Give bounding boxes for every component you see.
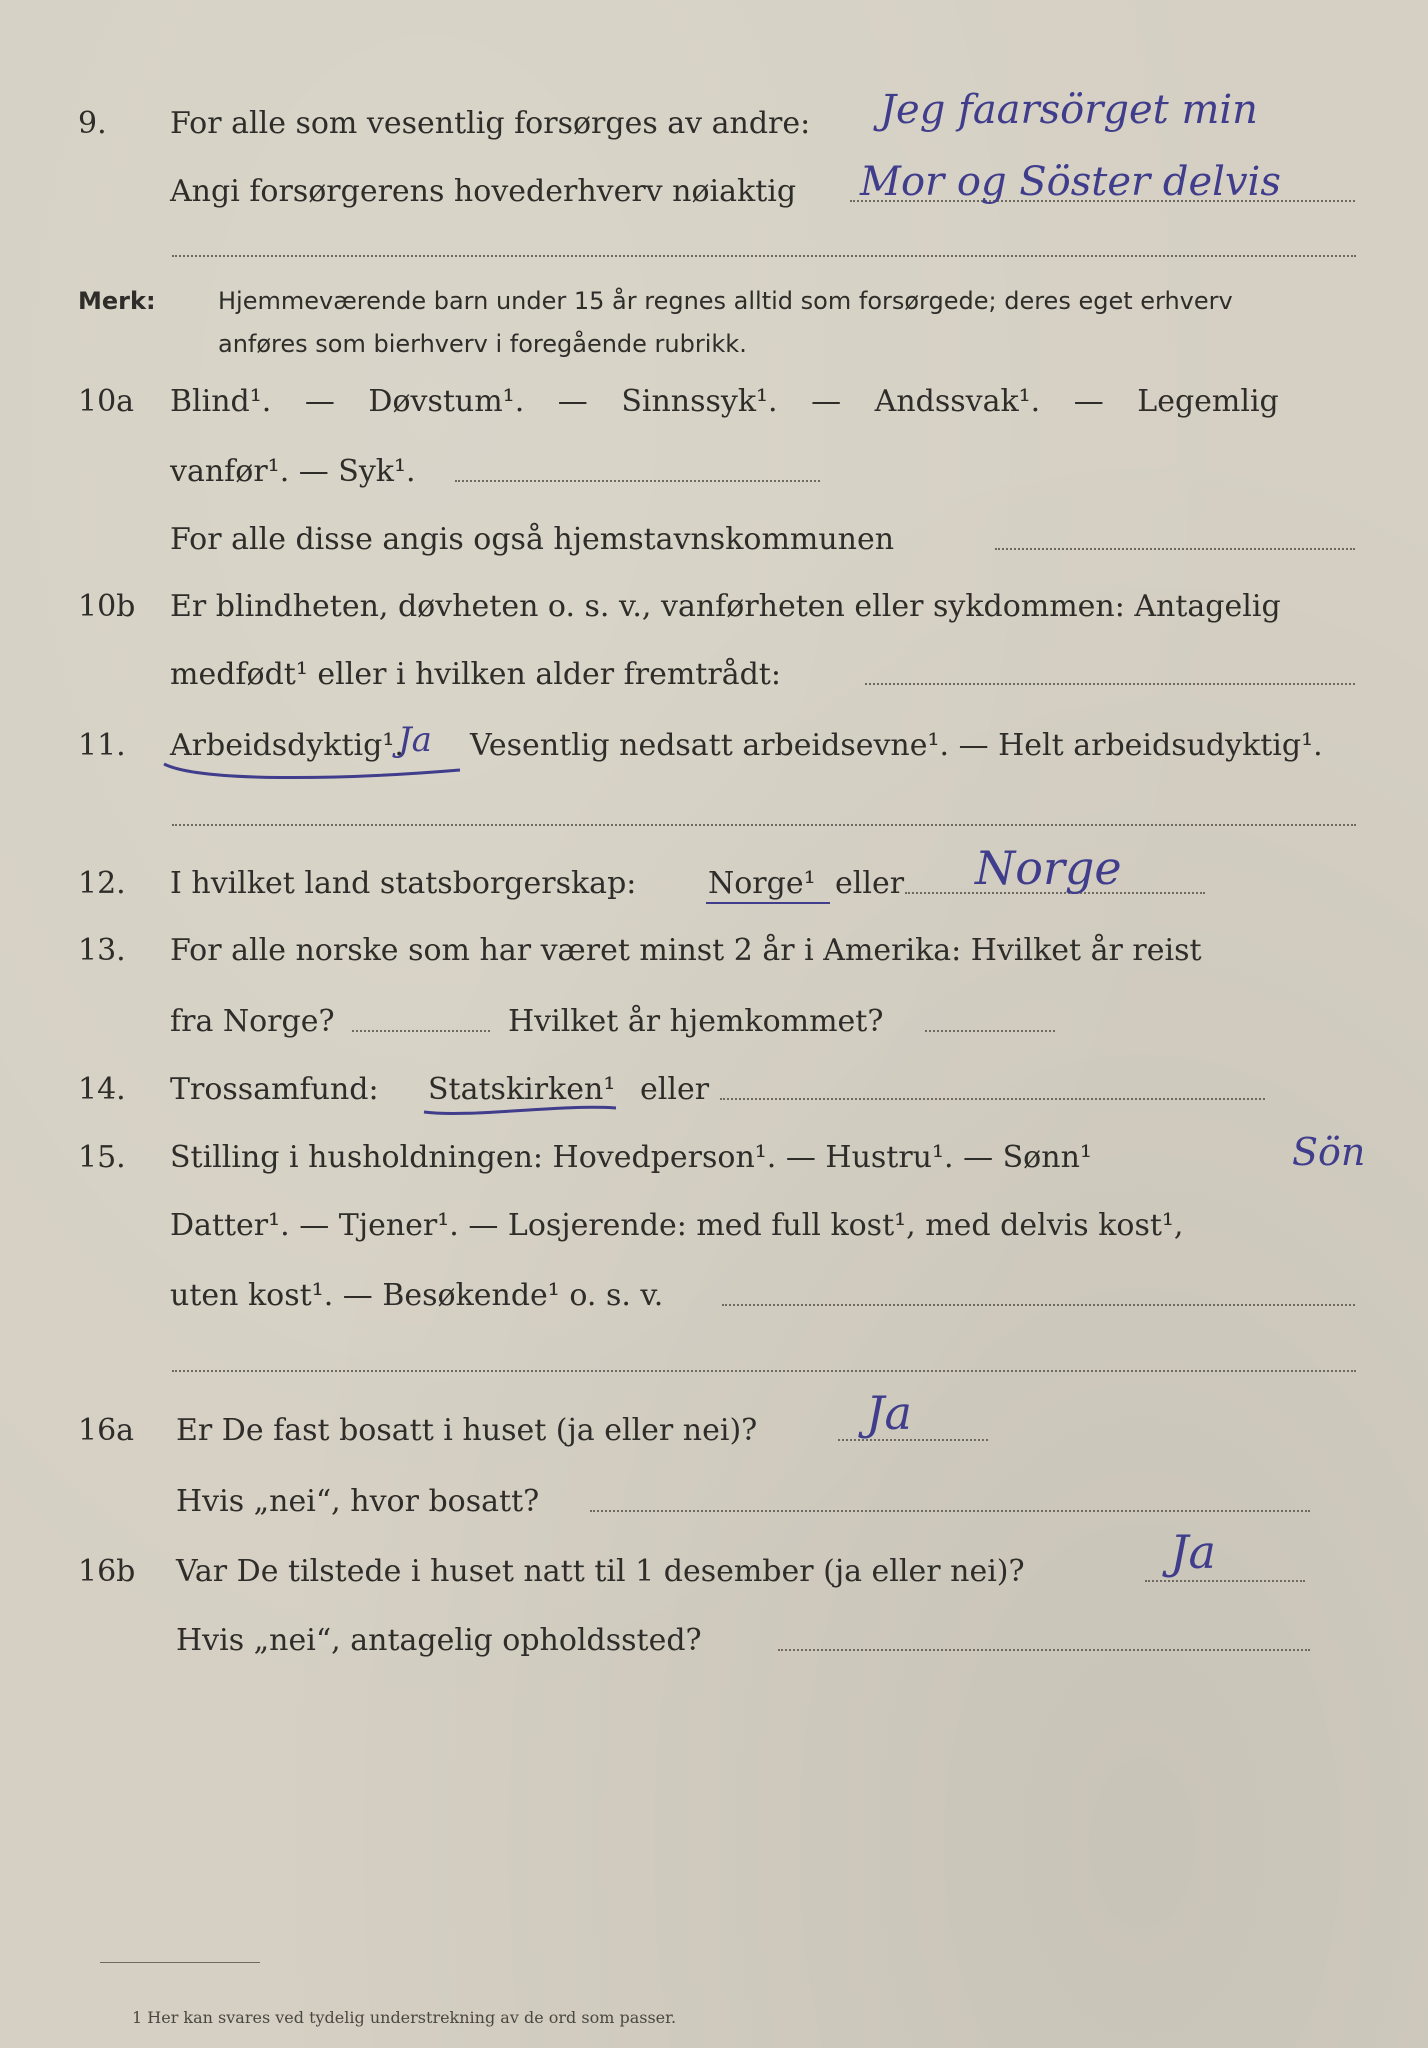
q9-answer-line1: Jeg faarsörget min — [880, 87, 1258, 133]
q10a-question-3: For alle disse angis også hjemstavnskommunen — [170, 522, 895, 557]
merk-label: Merk: — [78, 287, 156, 315]
q9-question-2: Angi forsørgerens hovederhverv nøiaktig — [170, 174, 797, 209]
q11-number: 11. — [78, 728, 126, 763]
q9-row2 — [0, 159, 1428, 212]
q16b-question-2: Hvis „nei“, antagelig opholdssted? — [176, 1623, 702, 1658]
q12-row1 — [0, 841, 1428, 904]
q14-eller: eller — [640, 1072, 710, 1107]
q15-row1 — [0, 1130, 1428, 1178]
q15-options-3: uten kost¹. — Besøkende¹ o. s. v. — [170, 1278, 664, 1313]
q10a-hjemstavn-line — [995, 548, 1355, 550]
q15-row3 — [0, 1276, 1428, 1316]
q10b-question: Er blindheten, døvheten o. s. v., vanførheten eller sykdommen: Antagelig — [170, 589, 1281, 624]
q13-reist-line — [352, 1030, 490, 1032]
q15-question: Stilling i husholdningen: Hovedperson¹. — Hustru¹. — Sønn¹ — [170, 1140, 1092, 1175]
q12-underline-mark — [706, 902, 830, 904]
q10b-question-2: medfødt¹ eller i hvilken alder fremtrådt: — [170, 657, 781, 692]
q10a-row1 — [0, 382, 1428, 422]
merk-row1 — [0, 281, 1428, 321]
q15-answer: Sön — [1292, 1130, 1366, 1174]
q16b-question: Var De tilstede i huset natt til 1 desember (ja eller nei)? — [176, 1554, 1025, 1589]
q10b-row2 — [0, 655, 1428, 695]
q9-answer-line2: Mor og Söster delvis — [860, 159, 1281, 205]
q15-number: 15. — [78, 1140, 126, 1175]
q16b-row1 — [0, 1525, 1428, 1592]
q14-question: Trossamfund: — [170, 1072, 379, 1107]
merk-text-2: anføres som bierhverv i foregående rubrikk. — [218, 330, 747, 358]
q16a-answer: Ja — [866, 1386, 912, 1440]
q15-options-2: Datter¹. — Tjener¹. — Losjerende: med full kost¹, med delvis kost¹, — [170, 1208, 1184, 1243]
q16a-row2 — [0, 1482, 1428, 1522]
q13-hjemkommet-label: Hvilket år hjemkommet? — [508, 1004, 884, 1039]
footnote-row — [0, 2006, 1428, 2030]
q10a-question-2: vanfør¹. — Syk¹. — [170, 454, 416, 489]
q12-eller: eller — [835, 866, 905, 901]
q16a-answer-line — [838, 1439, 988, 1441]
q15-answer-line — [722, 1304, 1355, 1306]
q16b-answer: Ja — [1170, 1525, 1216, 1579]
q13-row2 — [0, 1002, 1428, 1042]
q14-row1 — [0, 1070, 1428, 1110]
q16a-row1 — [0, 1386, 1428, 1451]
q10a-row3 — [0, 520, 1428, 560]
q14-option-statskirken: Statskirken¹ — [428, 1072, 616, 1107]
q11-option-arbeidsdyktig: Arbeidsdyktig¹. — [170, 728, 404, 763]
merk-row2 — [0, 324, 1428, 364]
q13-row1 — [0, 931, 1428, 971]
q10b-number: 10b — [78, 589, 136, 624]
q9-question: For alle som vesentlig forsørges av andre: — [170, 106, 811, 141]
q14-underline-mark — [420, 1098, 620, 1122]
q13-reist-label: fra Norge? — [170, 1004, 335, 1039]
q9-number: 9. — [78, 106, 107, 141]
q12-answer: Norge — [975, 841, 1122, 895]
q16b-row2 — [0, 1621, 1428, 1661]
q14-answer-line — [720, 1098, 1265, 1100]
q11-other-options: Vesentlig nedsatt arbeidsevne¹. — Helt arbeidsudyktig¹. — [470, 728, 1323, 763]
q11-answer: Ja — [398, 720, 432, 760]
q12-question: I hvilket land statsborgerskap: — [170, 866, 637, 901]
q9-blank-line — [172, 255, 1356, 257]
q16b-number: 16b — [78, 1554, 136, 1589]
q16a-question: Er De fast bosatt i huset (ja eller nei)? — [176, 1413, 758, 1448]
q15-blank-line — [172, 1370, 1356, 1372]
q16a-bosatt-line — [590, 1510, 1310, 1512]
q10a-row2 — [0, 452, 1428, 492]
q16a-question-2: Hvis „nei“, hvor bosatt? — [176, 1484, 540, 1519]
q13-question: For alle norske som har været minst 2 år i Amerika: Hvilket år reist — [170, 933, 1202, 968]
q15-row2 — [0, 1206, 1428, 1246]
q9-row1 — [0, 87, 1428, 144]
q12-option-norge: Norge¹ — [708, 866, 816, 901]
q10a-number: 10a — [78, 384, 135, 419]
q12-number: 12. — [78, 866, 126, 901]
q16a-number: 16a — [78, 1413, 135, 1448]
q10b-answer-line — [865, 683, 1355, 685]
footnote-text: 1 Her kan svares ved tydelig understrekning av de ord som passer. — [132, 2008, 677, 2027]
q13-number: 13. — [78, 933, 126, 968]
q16b-answer-line — [1145, 1580, 1305, 1582]
q13-hjemkommet-line — [925, 1030, 1055, 1032]
q10b-row1 — [0, 587, 1428, 627]
q10a-answer-line — [455, 480, 820, 482]
footnote-rule — [100, 1962, 260, 1963]
q11-underline-mark — [160, 756, 470, 786]
q11-blank-line — [172, 824, 1356, 826]
q14-number: 14. — [78, 1072, 126, 1107]
q10a-question: Blind¹. — Døvstum¹. — Sinnssyk¹. — Andssvak¹. — Legemlig — [170, 384, 1279, 419]
merk-text-1: Hjemmeværende barn under 15 år regnes alltid som forsørgede; deres eget erhverv — [218, 287, 1233, 315]
q16b-opholdssted-line — [778, 1649, 1310, 1651]
